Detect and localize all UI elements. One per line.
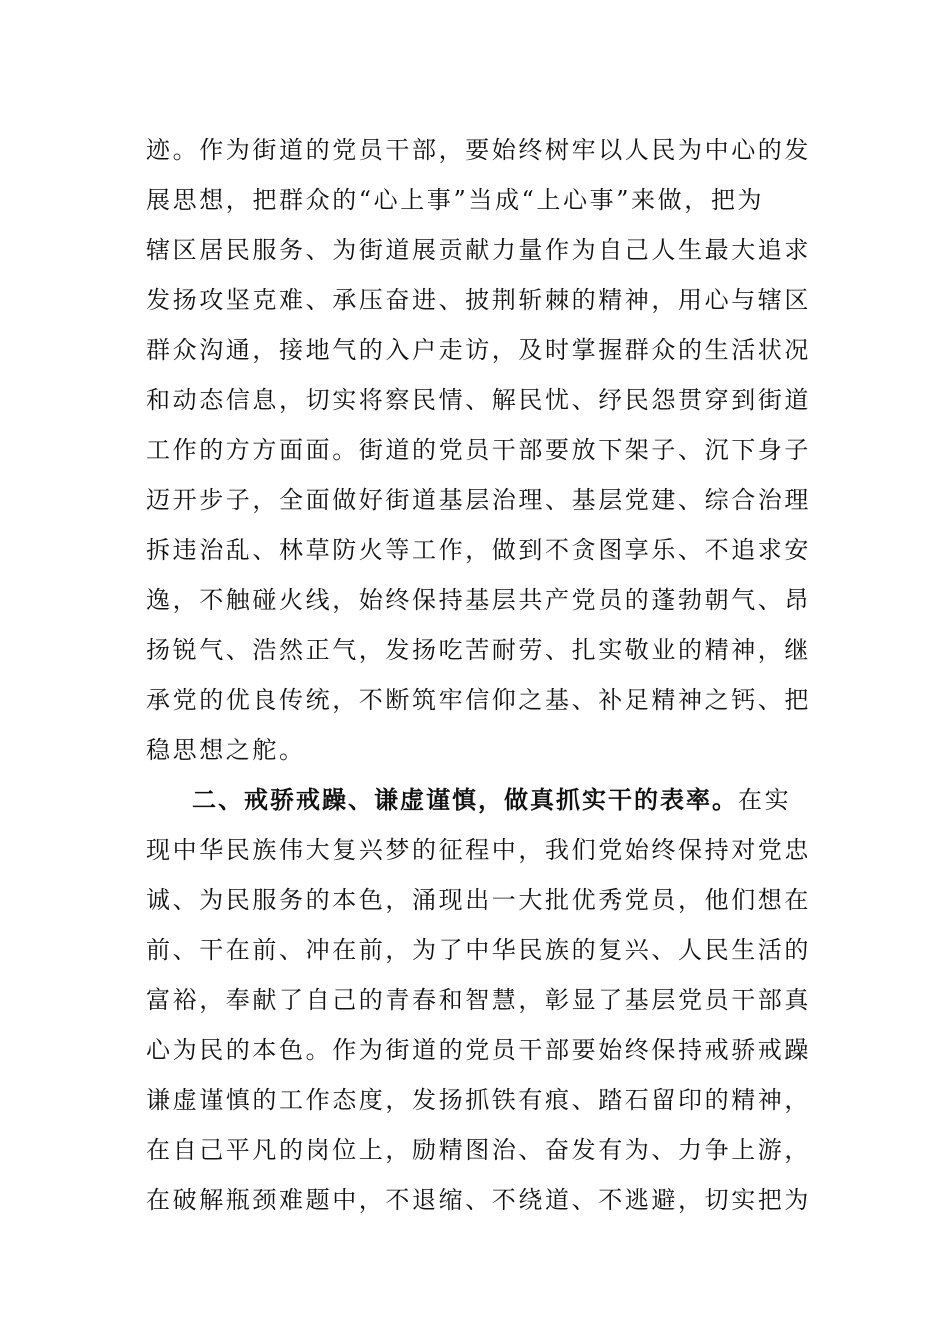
paragraph-line: 诚、为民服务的本色，涌现出一大批优秀党员，他们想在: [146, 886, 811, 914]
paragraph-line: 谦虚谨慎的工作态度，发扬抓铁有痕、踏石留印的精神，: [146, 1086, 811, 1114]
paragraph-line: 拆违治乱、林草防火等工作，做到不贪图享乐、不追求安: [146, 536, 811, 564]
paragraph-line: 发扬攻坚克难、承压奋进、披荆斩棘的精神，用心与辖区: [146, 286, 811, 314]
paragraph-line: 心为民的本色。作为街道的党员干部要始终保持戒骄戒躁: [146, 1036, 811, 1064]
paragraph-line: 迹。作为街道的党员干部，要始终树牢以人民为中心的发: [146, 136, 811, 164]
paragraph-line: 工作的方方面面。街道的党员干部要放下架子、沉下身子: [146, 436, 811, 464]
paragraph-line: 承党的优良传统，不断筑牢信仰之基、补足精神之钙、把: [146, 686, 811, 714]
paragraph-line: 迈开步子，全面做好街道基层治理、基层党建、综合治理: [146, 486, 811, 514]
section-heading-line: [192, 783, 791, 817]
paragraph-line: 扬锐气、浩然正气，发扬吃苦耐劳、扎实敬业的精神，继: [146, 636, 811, 664]
paragraph-line: 辖区居民服务、为街道展贡献力量作为自己人生最大追求: [146, 236, 811, 264]
paragraph-line: 现中华民族伟大复兴梦的征程中，我们党始终保持对党忠: [146, 836, 811, 864]
paragraph-line: 稳思想之舵。: [146, 736, 306, 764]
section-heading-tail: 在实: [738, 786, 792, 814]
paragraph-line: 逸，不触碰火线，始终保持基层共产党员的蓬勃朝气、昂: [146, 586, 811, 614]
paragraph-line: 富裕，奉献了自己的青春和智慧，彰显了基层党员干部真: [146, 986, 811, 1014]
paragraph-line: 群众沟通，接地气的入户走访，及时掌握群众的生活状况: [146, 336, 811, 364]
paragraph-line: 和动态信息，切实将察民情、解民忧、纾民怨贯穿到街道: [146, 386, 811, 414]
section-heading: 二、戒骄戒躁、谦虚谨慎，做真抓实干的表率。: [192, 786, 738, 814]
paragraph-line: 在破解瓶颈难题中，不退缩、不绕道、不逃避，切实把为: [146, 1186, 811, 1214]
paragraph-line: 展思想，把群众的“心上事”当成“上心事”来做，把为: [146, 186, 765, 214]
paragraph-line: 在自己平凡的岗位上，励精图治、奋发有为、力争上游，: [146, 1136, 811, 1164]
paragraph-line: 前、干在前、冲在前，为了中华民族的复兴、人民生活的: [146, 936, 811, 964]
